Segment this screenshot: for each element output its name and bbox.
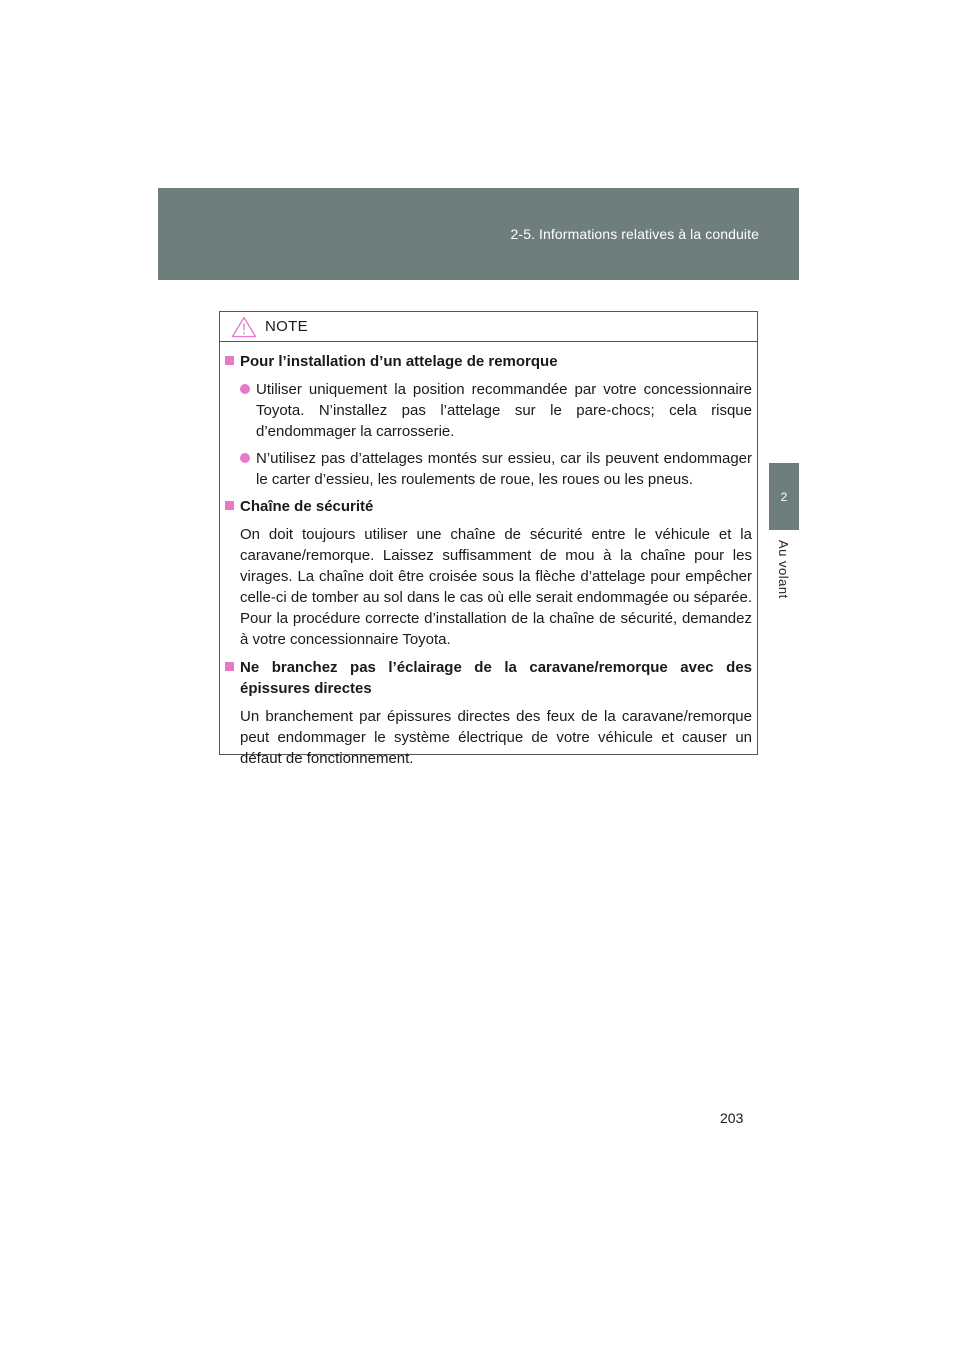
section-paragraph: Un branchement par épissures directes des feux de la caravane/remorque peut endommager le système électrique de votre véhicule et causer un défaut de fonctionnement. [240, 708, 752, 767]
circle-bullet-icon [240, 453, 250, 463]
warning-triangle-icon [231, 316, 257, 338]
side-tab [769, 463, 799, 530]
section-heading: Chaîne de sécurité [224, 496, 752, 517]
list-item: Utiliser uniquement la position recommandée par votre concessionnaire Toyota. N’installez pas l’attelage sur le pare-chocs; cela risque d’endommager la carrosserie. [224, 379, 752, 442]
square-bullet-icon [225, 356, 234, 365]
note-section-chaine [224, 496, 752, 650]
note-section-eclairage [224, 657, 752, 769]
list-item: N’utilisez pas d’attelages montés sur essieu, car ils peuvent endommager le carter d’essieu, les roulements de roue, les roues ou les pneus. [224, 448, 752, 490]
chapter-number: 2 [780, 489, 788, 504]
note-header [220, 312, 757, 342]
section-heading: Pour l’installation d’un attelage de remorque [224, 351, 752, 372]
note-section-attelage [224, 351, 752, 490]
section-paragraph: On doit toujours utiliser une chaîne de sécurité entre le véhicule et la caravane/remorque. Laissez suffisamment de mou à la chaîne pour les virages. La chaîne doit être croisée sous la flèche d’attelage pour empêcher celle-ci de tomber au sol dans le cas où elle serait endommagée ou séparée. Pour la procédure correcte d’installation de la chaîne de sécurité, demandez à votre concessionnaire Toyota. [240, 526, 752, 648]
square-bullet-icon [225, 501, 234, 510]
note-title: NOTE [265, 318, 308, 335]
page-number: 203 [720, 1110, 744, 1126]
chapter-label: Au volant [776, 540, 791, 599]
section-heading: Ne branchez pas l’éclairage de la caravane/remorque avec des épissures directes [224, 657, 752, 699]
square-bullet-icon [225, 662, 234, 671]
note-body [220, 342, 757, 769]
circle-bullet-icon [240, 384, 250, 394]
header-band [158, 188, 799, 280]
section-title: 2-5. Informations relatives à la conduite [510, 226, 759, 242]
note-box [219, 311, 758, 767]
